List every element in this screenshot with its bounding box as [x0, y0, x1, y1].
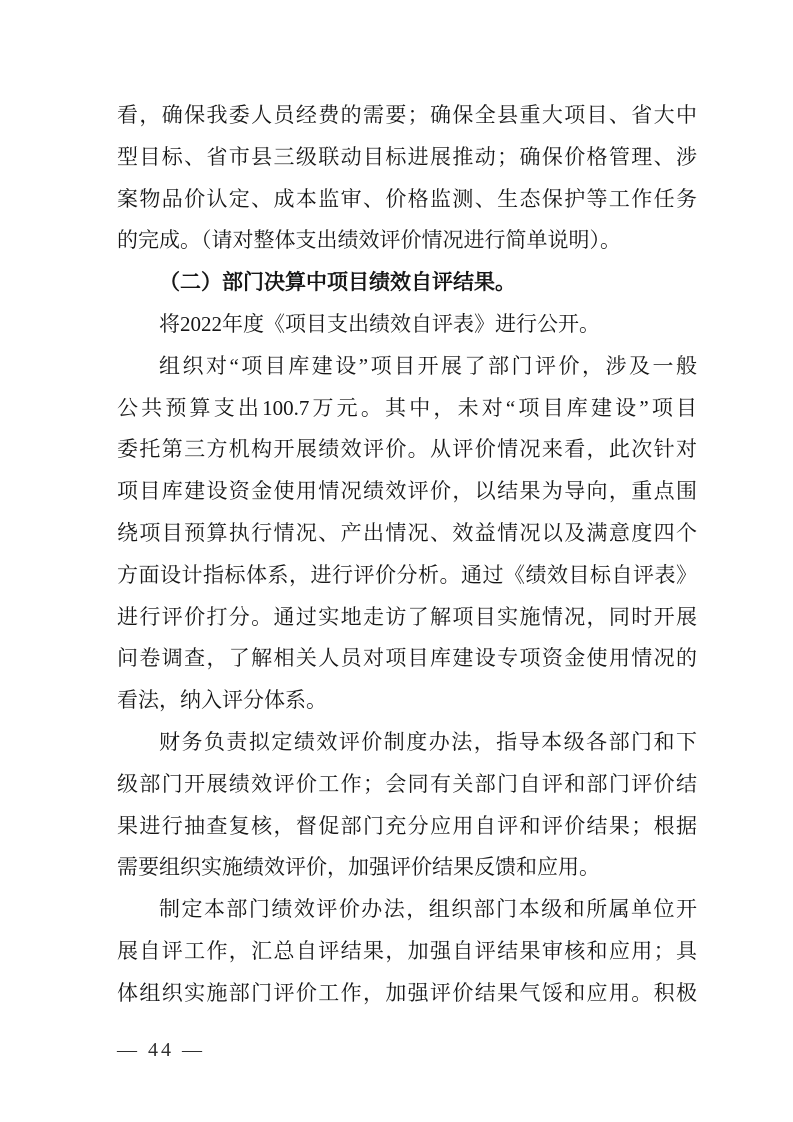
- text-line: 的完成。（请对整体支出绩效评价情况进行简单说明）。: [117, 228, 621, 253]
- text-line: 体组织实施部门评价工作，加强评价结果气馁和应用。积极: [117, 980, 697, 1005]
- text-line: 方面设计指标体系，进行评价分析。通过《绩效目标自评表》: [117, 562, 697, 587]
- page-number: — 44 —: [117, 1039, 205, 1061]
- document-body: [117, 95, 697, 1015]
- text-line: 级部门开展绩效评价工作；会同有关部门自评和部门评价结: [117, 771, 697, 796]
- text-line: 委托第三方机构开展绩效评价。从评价情况来看，此次针对: [117, 437, 697, 462]
- text-line: 展自评工作，汇总自评结果，加强自评结果审核和应用；具: [117, 938, 697, 963]
- text-line: 财务负责拟定绩效评价制度办法，指导本级各部门和下: [159, 729, 697, 754]
- text-line: 将2022年度《项目支出绩效自评表》进行公开。: [159, 311, 600, 336]
- text-line: 制定本部门绩效评价办法，组织部门本级和所属单位开: [159, 897, 697, 922]
- text-line: 绕项目预算执行情况、产出情况、效益情况以及满意度四个: [117, 520, 697, 545]
- text-line: 看法，纳入评分体系。: [117, 688, 327, 713]
- section-heading: （二）部门决算中项目绩效自评结果。: [159, 270, 516, 295]
- text-line: 公共预算支出100.7万元。其中，未对“项目库建设”项目: [117, 395, 697, 420]
- text-line: 果进行抽查复核，督促部门充分应用自评和评价结果；根据: [117, 813, 697, 838]
- text-line: 需要组织实施绩效评价，加强评价结果反馈和应用。: [117, 855, 600, 880]
- text-line: 项目库建设资金使用情况绩效评价，以结果为导向，重点围: [117, 479, 697, 504]
- text-line: 进行评价打分。通过实地走访了解项目实施情况，同时开展: [117, 604, 697, 629]
- text-line: 看，确保我委人员经费的需要；确保全县重大项目、省大中: [117, 103, 697, 127]
- text-line: 组织对“项目库建设”项目开展了部门评价，涉及一般: [159, 353, 697, 378]
- text-line: 型目标、省市县三级联动目标进展推动；确保价格管理、涉: [117, 144, 697, 169]
- text-line: 案物品价认定、成本监审、价格监测、生态保护等工作任务: [117, 186, 697, 211]
- text-line: 问卷调查，了解相关人员对项目库建设专项资金使用情况的: [117, 646, 697, 671]
